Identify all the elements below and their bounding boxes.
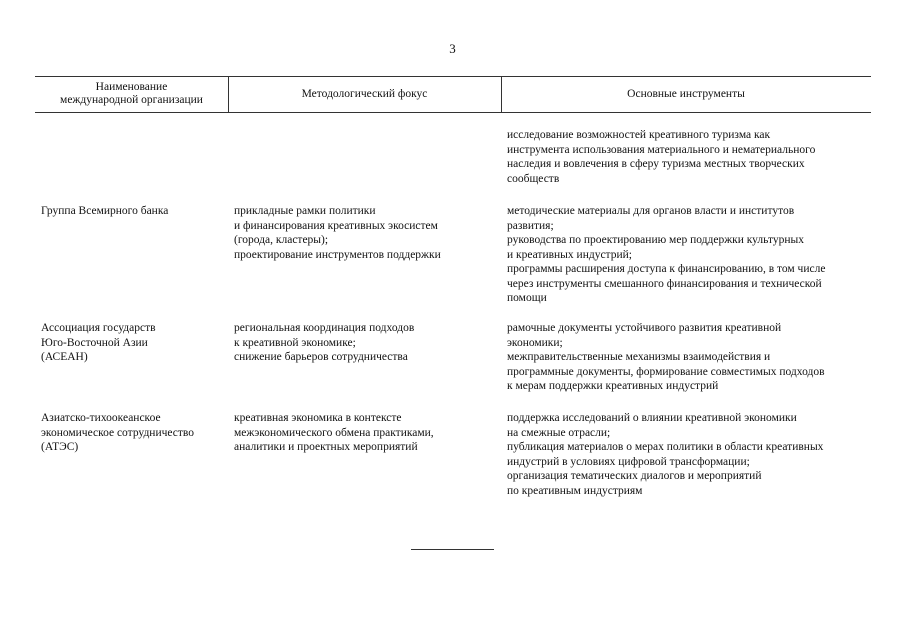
row-3-focus: креативная экономика в контексте межэкономического обмена практиками, аналитики и проектных мероприятий	[234, 412, 434, 453]
header-organization: Наименование международной организации	[60, 81, 203, 106]
row-3-organization: Азиатско-тихоокеанское экономическое сотрудничество (АТЭС)	[41, 412, 195, 453]
header-instruments: Основные инструменты	[627, 87, 745, 100]
header-bottom-border	[35, 112, 871, 113]
row-0-instruments: исследование возможностей креативного туризма как инструмента использования материального и нематериального наследия и вовлечения в сферу туризма местных творческих сообществ	[507, 129, 816, 185]
row-1-organization: Группа Всемирного банка	[41, 205, 169, 217]
row-3-instruments: поддержка исследований о влиянии креативной экономики на смежные отрасли; публикация материалов о мерах политики в области креативных индустрий в условиях цифровой трансформации; организация тематических диалогов и мероприятий по креативным индустриям	[507, 412, 824, 497]
row-2-focus: региональная координация подходов к креативной экономике; снижение барьеров сотрудничества	[234, 322, 415, 363]
end-of-document-rule	[411, 549, 494, 550]
header-focus: Методологический фокус	[301, 87, 428, 100]
row-1-focus: прикладные рамки политики и финансирования креативных экосистем (города, кластеры); проектирование инструментов поддержки	[234, 205, 441, 261]
row-2-organization: Ассоциация государств Юго-Восточной Азии (АСЕАН)	[41, 322, 156, 363]
page-number: 3	[449, 41, 456, 56]
row-1-instruments: методические материалы для органов власти и институтов развития; руководства по проектированию мер поддержки культурных и креативных индустрий; программы расширения доступа к финансированию, в том числе через инструменты смешанного финансирования и технической помощи	[507, 205, 826, 304]
row-2-instruments: рамочные документы устойчивого развития креативной экономики; межправительственные механизмы взаимодействия и программные документы, формирование совместимых подходов к мерам поддержки креативных индустрий	[507, 322, 825, 392]
